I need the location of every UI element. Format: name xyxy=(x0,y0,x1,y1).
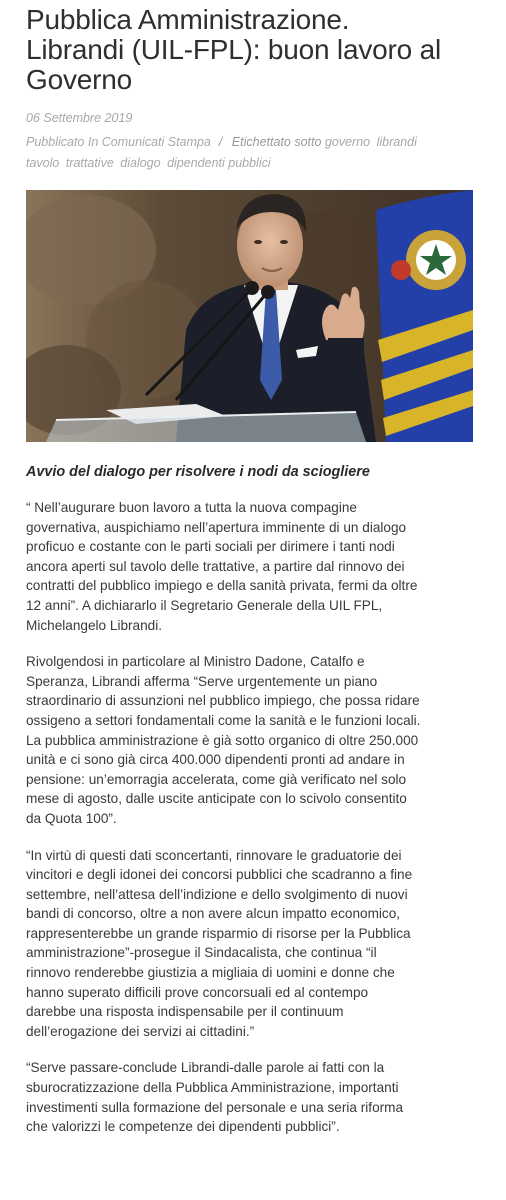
text-line: contratti del pubblico impiego e della sanità privata, fermi da oltre xyxy=(26,578,418,594)
article-body xyxy=(26,498,480,1137)
text-line: rappresenterebbe un grande risparmio di risorse per la Pubblica xyxy=(26,925,411,941)
text-line: amministrazione”-prosegue il Sindacalista, che continua “il xyxy=(26,945,377,961)
text-line: che valorizzi le competenze dei dipendenti pubblici”. xyxy=(26,1119,340,1135)
category-link[interactable]: Pubblicato In Comunicati Stampa xyxy=(26,135,211,149)
tag-link-governo[interactable]: governo xyxy=(324,135,371,149)
text-line: governativa, auspichiamo nell’apertura imminente di un dialogo xyxy=(26,519,407,535)
text-line: La pubblica amministrazione è già sotto organico di oltre 250.000 xyxy=(26,732,419,748)
title-line: Governo xyxy=(26,64,132,95)
speaker-at-podium-image xyxy=(26,190,473,442)
text-line: Speranza, Librandi afferma “Serve urgentemente un piano xyxy=(26,673,378,689)
paragraph-1 xyxy=(26,498,480,635)
text-line: investimenti sulla formazione del personale e una seria riforma xyxy=(26,1099,404,1115)
article-photo xyxy=(26,190,473,442)
text-line: settembre, nell’attesa dell’indizione e dello svolgimento di nuovi xyxy=(26,886,408,902)
text-line: “Serve passare-conclude Librandi-dalle parole ai fatti con la xyxy=(26,1060,385,1076)
text-line: proficuo e costante con le parti sociali per dirimere i tanti nodi xyxy=(26,539,395,555)
text-line: ossigeno a settori fondamentali come la sanità e le funzioni locali. xyxy=(26,712,421,728)
tag-link-tavolo[interactable]: tavolo xyxy=(26,156,60,170)
text-line: pensione: un’emorragia accelerata, come già verificato nel solo xyxy=(26,771,407,787)
text-line: dell’erogazione dei servizi ai cittadini.” xyxy=(26,1023,255,1039)
text-line: vincitori e degli idonei dei concorsi pubblici che scadranno a fine xyxy=(26,867,413,883)
text-line: 12 anni”. A dichiararlo il Segretario Generale della UIL FPL, xyxy=(26,597,383,613)
article-title xyxy=(26,0,480,95)
tag-link-librandi[interactable]: librandi xyxy=(376,135,417,149)
text-line: da Quota 100”. xyxy=(26,810,117,826)
article-meta xyxy=(26,132,480,174)
text-line: straordinario di assunzioni nel pubblico impiego, che possa ridare xyxy=(26,693,420,709)
title-line: Pubblica Amministrazione. xyxy=(26,4,350,35)
text-line: mese di agosto, dalle uscite anticipate con lo scivolo consentito xyxy=(26,791,407,807)
text-line: ancora aperti sul tavolo delle trattative, a partire dal rinnovo dei xyxy=(26,558,405,574)
text-line: “ Nell’augurare buon lavoro a tutta la nuova compagine xyxy=(26,500,357,515)
meta-separator: / xyxy=(218,135,223,149)
text-line: Rivolgendosi in particolare al Ministro Dadone, Catalfo e xyxy=(26,654,365,670)
paragraph-2 xyxy=(26,652,480,828)
title-line: Librandi (UIL-FPL): buon lavoro al xyxy=(26,34,441,65)
tag-link-trattative[interactable]: trattative xyxy=(65,156,114,170)
tag-link-dipendenti-pubblici[interactable]: dipendenti pubblici xyxy=(167,156,271,170)
text-line: “In virtù di questi dati sconcertanti, rinnovare le graduatorie dei xyxy=(26,847,402,863)
text-line: bandi di concorso, oltre a non avere alcun impatto economico, xyxy=(26,906,401,922)
publish-date: 06 Settembre 2019 xyxy=(26,111,133,125)
article-subtitle: Avvio del dialogo per risolvere i nodi da sciogliere xyxy=(26,464,370,480)
text-line: darebbe una risposta indispensabile per il continuum xyxy=(26,1004,344,1020)
tagged-label: Etichettato sotto xyxy=(231,135,322,149)
text-line: unità e ci sono già circa 400.000 dipendenti pronti ad andare in xyxy=(26,752,405,768)
paragraph-3 xyxy=(26,846,480,1042)
text-line: rinnovo renderebbe giustizia a migliaia di uomini e donne che xyxy=(26,965,395,981)
paragraph-4 xyxy=(26,1058,480,1136)
text-line: Michelangelo Librandi. xyxy=(26,617,163,633)
text-line: sburocratizzazione della Pubblica Amministrazione, importanti xyxy=(26,1080,399,1096)
tag-link-dialogo[interactable]: dialogo xyxy=(120,156,161,170)
text-line: hanno superato difficili prove concorsuali ed al contempo xyxy=(26,984,369,1000)
